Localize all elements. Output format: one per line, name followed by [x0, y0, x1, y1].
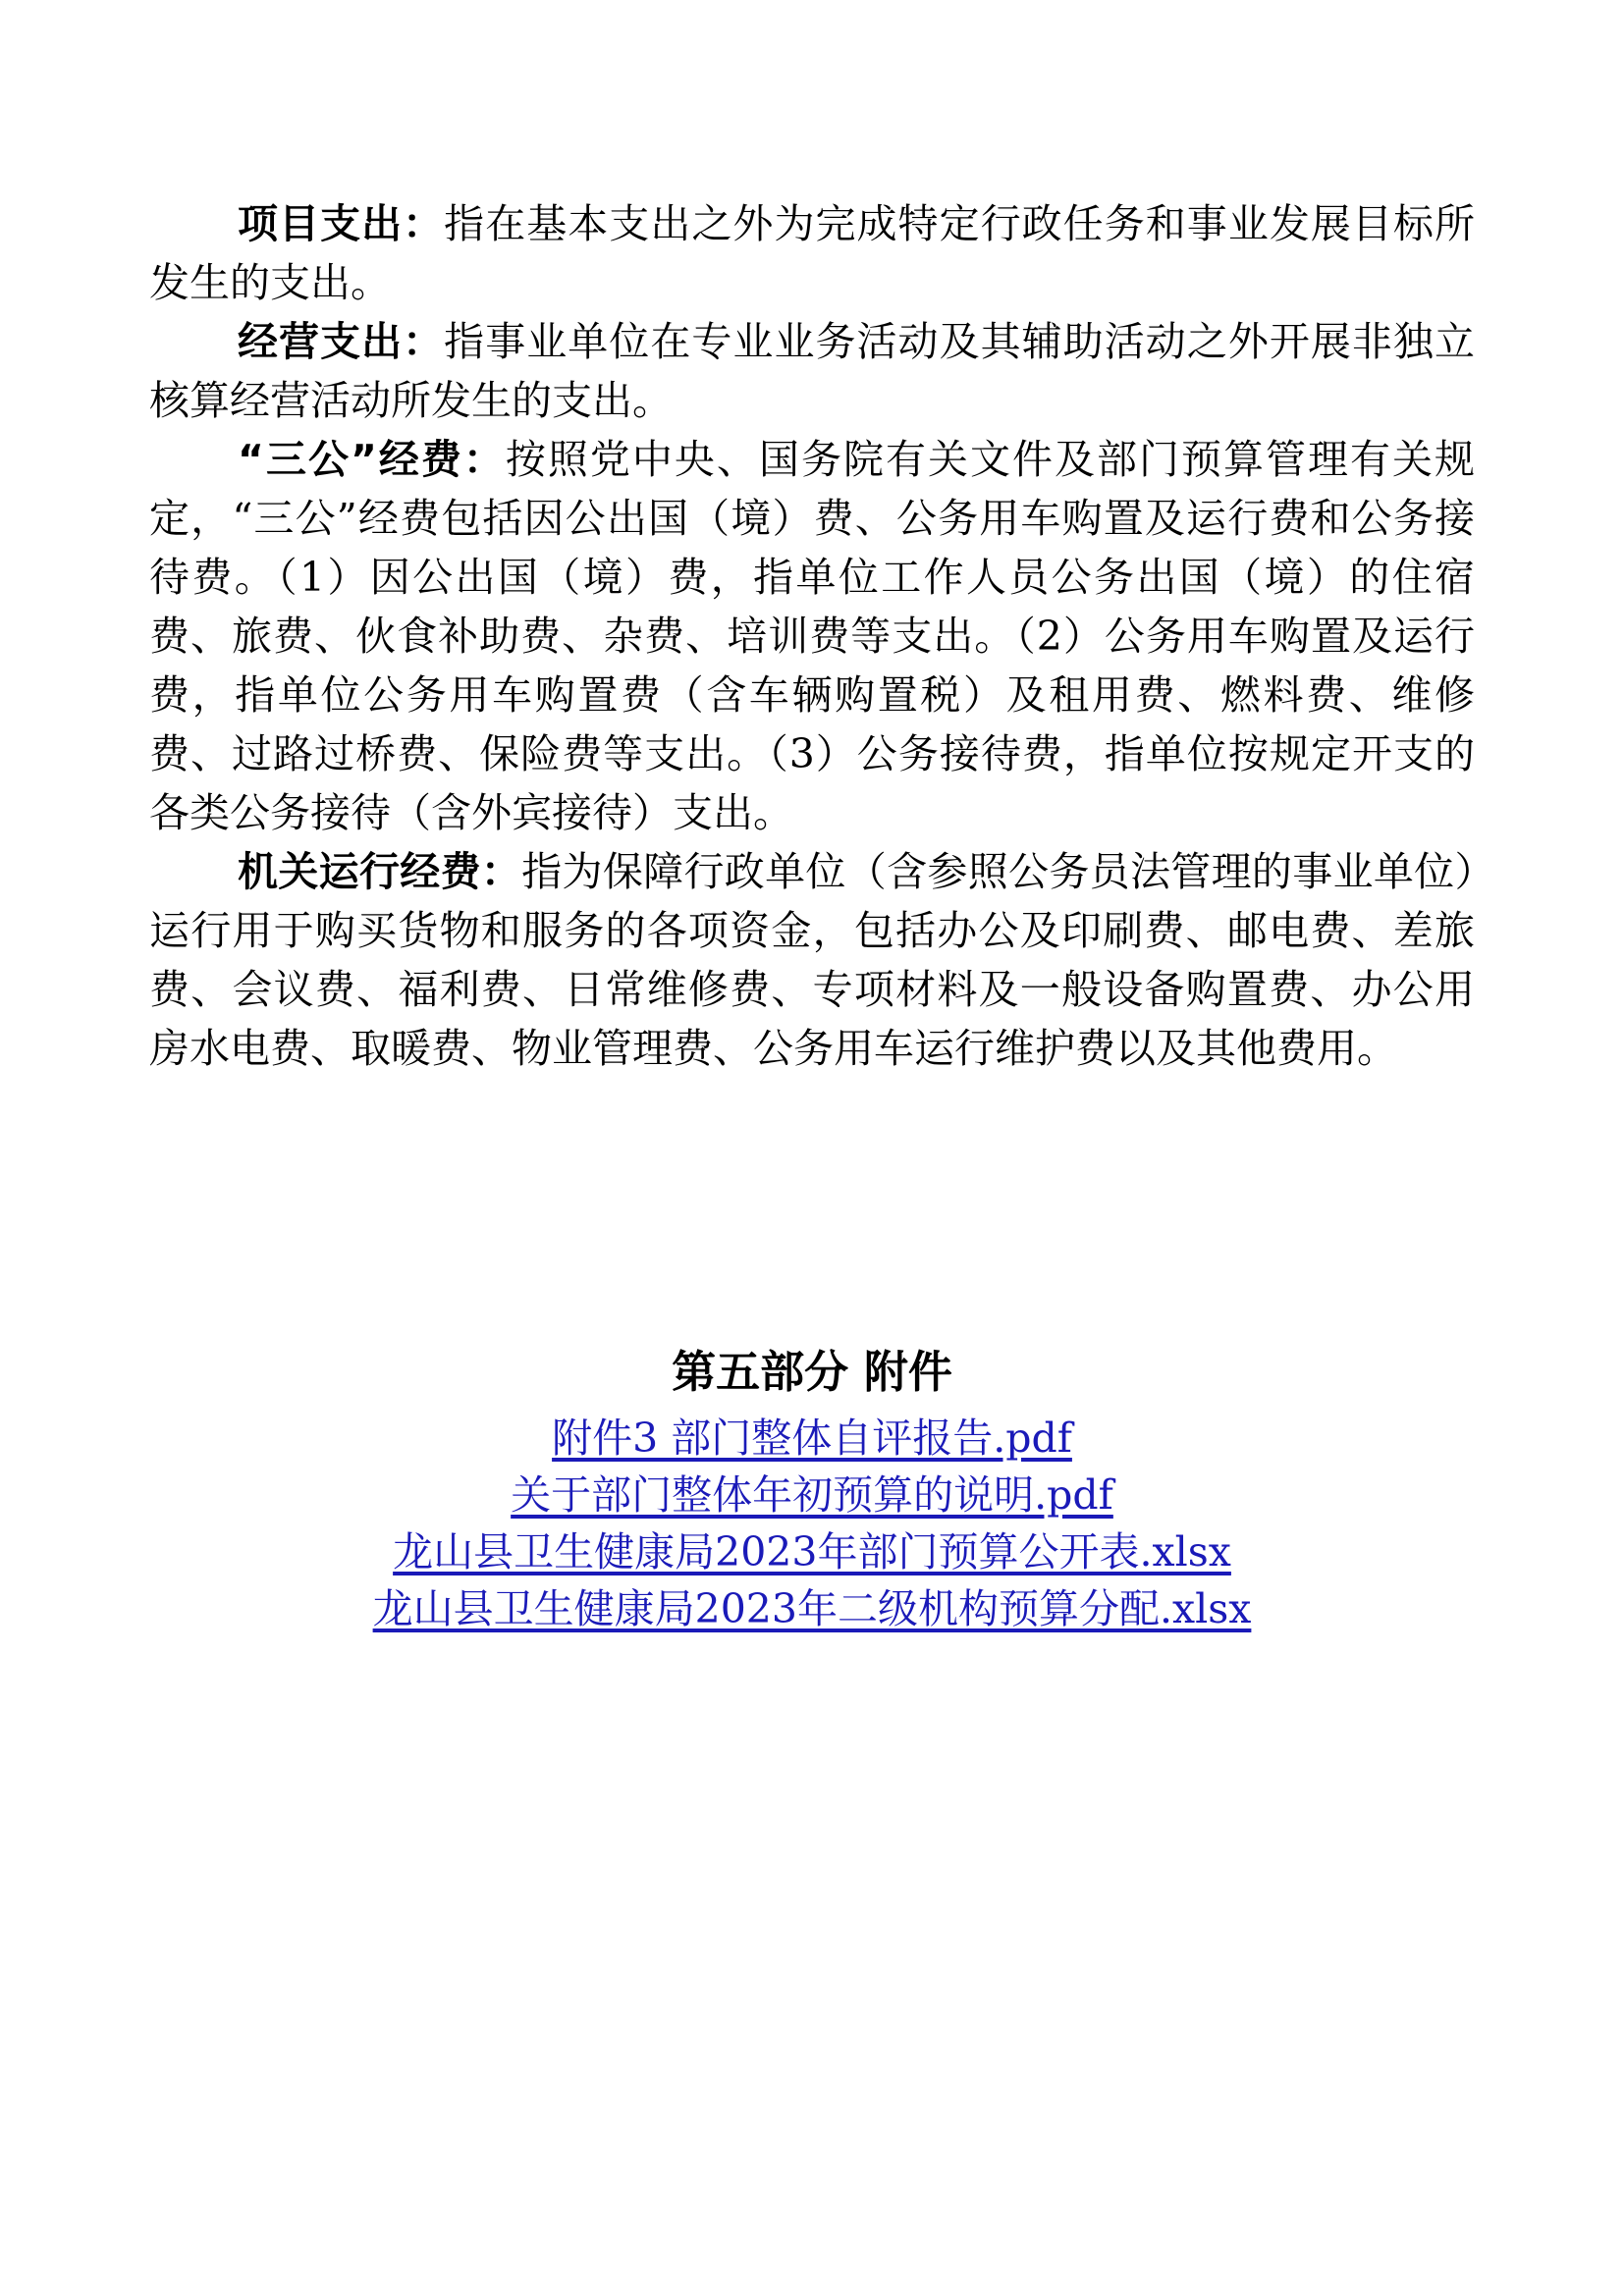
definition-three-public-expenses — [149, 430, 1475, 842]
definition-term: “三公”经费： — [238, 436, 506, 483]
list-item — [0, 1580, 1624, 1637]
list-item — [0, 1523, 1624, 1580]
attachment-link-budget-disclosure-table[interactable]: 龙山县卫生健康局2023年部门预算公开表.xlsx — [393, 1528, 1231, 1575]
definition-text: 指在基本支出之外为完成特定行政任务和事业发展目标所发生的支出。 — [149, 200, 1475, 306]
definition-text: 指为保障行政单位（含参照公务员法管理的事业单位）运行用于购买货物和服务的各项资金，包括办公及印刷费、邮电费、差旅费、会议费、福利费、日常维修费、专项材料及一般设备购置费、办公用房水电费、取暖费、物业管理费、公务用车运行维护费以及其他费用。 — [149, 848, 1475, 1072]
list-item — [0, 1410, 1624, 1467]
attachments-section — [0, 1343, 1624, 1637]
attachment-link-secondary-budget-allocation[interactable]: 龙山县卫生健康局2023年二级机构预算分配.xlsx — [372, 1585, 1252, 1632]
definition-text: 按照党中央、国务院有关文件及部门预算管理有关规定，“三公”经费包括因公出国（境）费、公务用车购置及运行费和公务接待费。（1）因公出国（境）费，指单位工作人员公务出国（境）的住宿费、旅费、伙食补助费、杂费、培训费等支出。（2）公务用车购置及运行费，指单位公务用车购置费（含车辆购置税）及租用费、燃料费、维修费、过路过桥费、保险费等支出。（3）公务接待费，指单位按规定开支的各类公务接待（含外宾接待）支出。 — [149, 436, 1475, 836]
attachment-link-budget-explanation[interactable]: 关于部门整体年初预算的说明.pdf — [511, 1471, 1113, 1519]
definition-term: 经营支出： — [238, 318, 445, 365]
definition-term: 项目支出： — [238, 200, 445, 247]
definition-agency-operating-funds — [149, 842, 1475, 1078]
section-title: 第五部分 附件 — [672, 1346, 952, 1398]
attachment-link-self-evaluation-report[interactable]: 附件3 部门整体自评报告.pdf — [552, 1415, 1072, 1462]
definition-operating-expenditure — [149, 312, 1475, 430]
list-item — [0, 1467, 1624, 1523]
definition-project-expenditure — [149, 194, 1475, 312]
attachment-list — [0, 1410, 1624, 1637]
definition-term: 机关运行经费： — [238, 848, 522, 895]
definitions-block — [149, 194, 1475, 1078]
definition-text: 指事业单位在专业业务活动及其辅助活动之外开展非独立核算经营活动所发生的支出。 — [149, 318, 1475, 424]
